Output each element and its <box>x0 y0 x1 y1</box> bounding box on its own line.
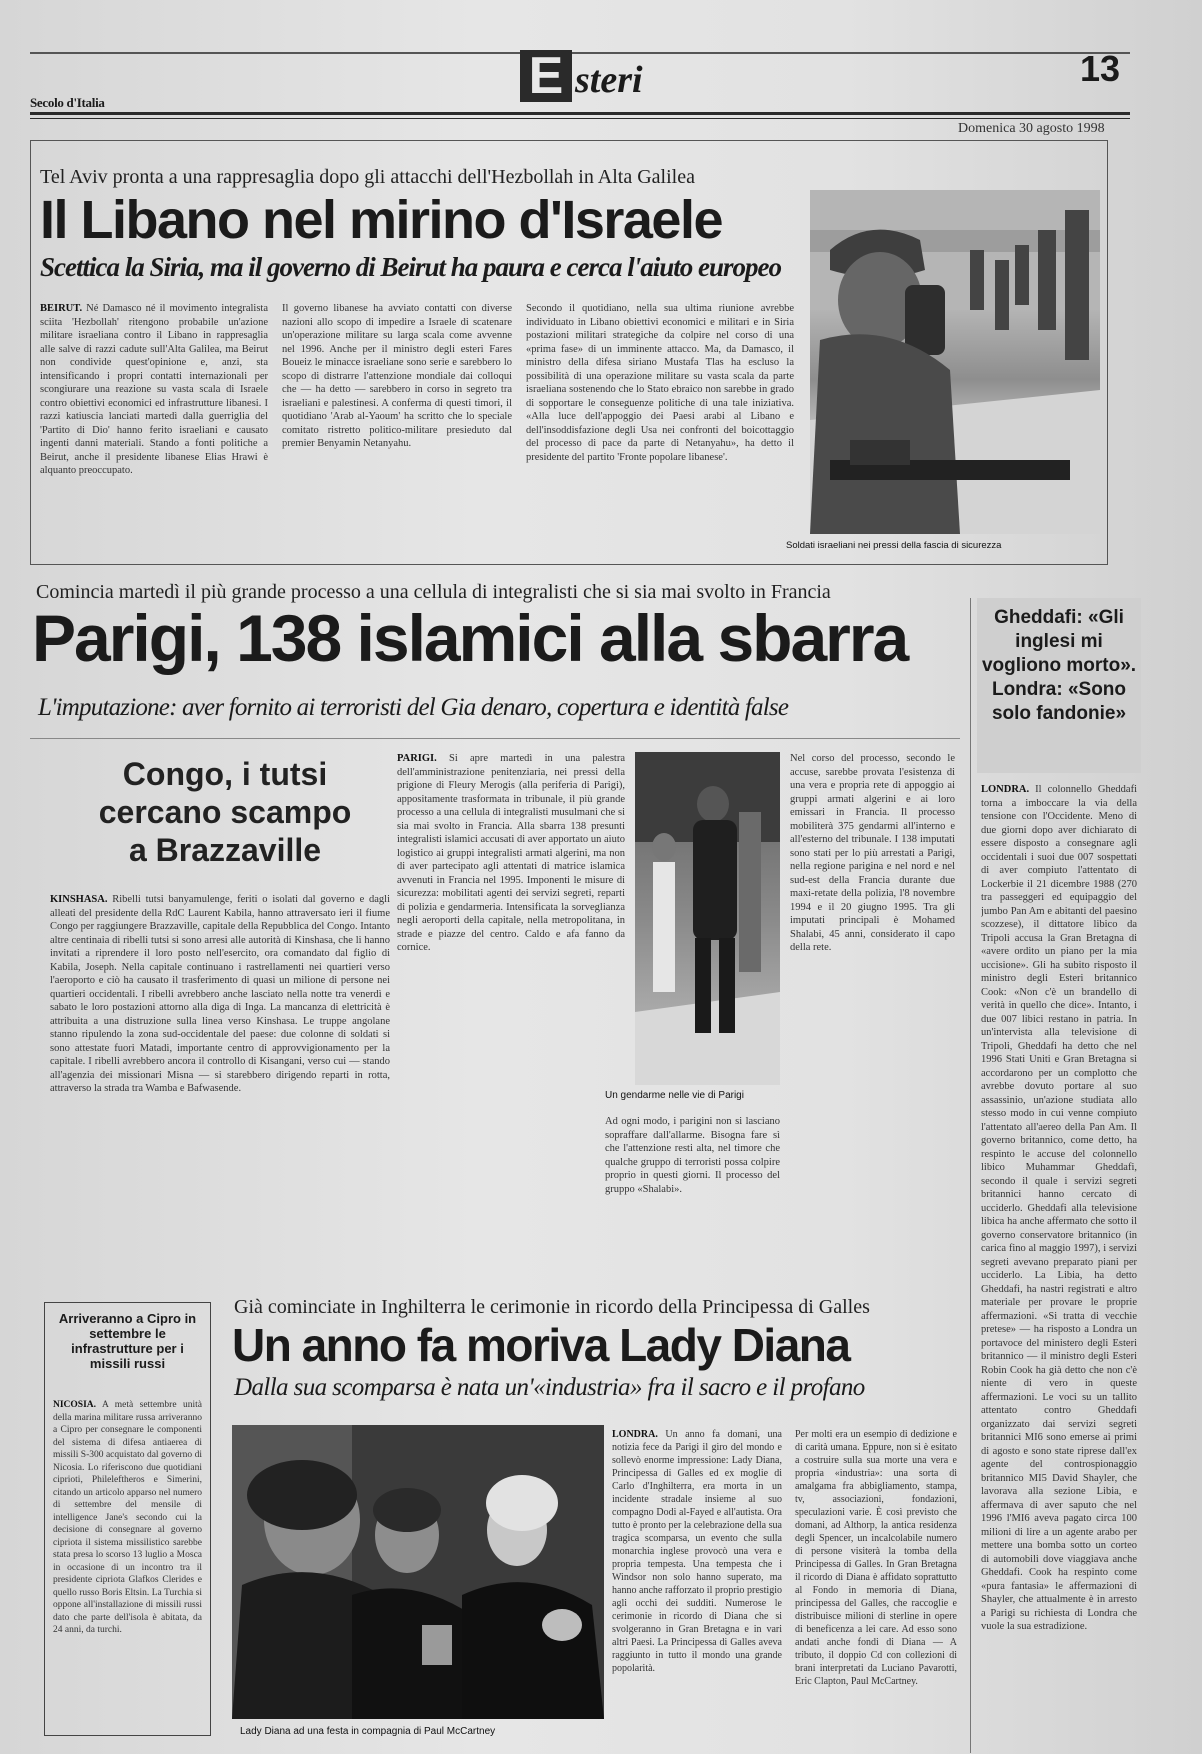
libano-subheadline: Scettica la Siria, ma il governo di Beirut ha paura e cerca l'aiuto europeo <box>40 252 782 282</box>
parigi-headline: Parigi, 138 islamici alla sbarra <box>32 601 908 675</box>
congo-headline-line-2: cercano scampo <box>98 794 352 830</box>
congo-dateline: KINSHASA. <box>50 894 108 905</box>
section-title: steri <box>575 59 643 101</box>
diana-photo-caption: Lady Diana ad una festa in compagnia di Paul McCartney <box>240 1726 496 1737</box>
diana-text-1: Un anno fa domani, una notizia fece da Parigi il giro del mondo e sollevò enorme impressione: Lady Diana, Principessa di Galles ed ex moglie di Carlo d'Inghilterra, era morta in un incidente stradale insieme al suo compagno Dodi al-Fayed e all'autista. Ora tutto è pronto per la celebrazione della sua tragica scomparsa, un evento che sulla monarchia inglese provocò una vera e propria tempesta. Una tempesta che i Windsor non solo hanno superato, ma hanno anche rafforzato il proprio prestigio agli occhi dei sudditi. Numerose le cerimonie in ricordo di Diana che si svolgeranno in Gran Bretagna e in vari altri Paesi. La Principessa di Galles aveva raggiunto in tutto il mondo una grande popolarità. <box>612 1429 782 1674</box>
gheddafi-body <box>981 783 1137 1748</box>
congo-headline <box>60 755 390 869</box>
parigi-photo <box>635 752 780 1085</box>
libano-text-1: Né Damasco né il movimento integralista sciita 'Hezbollah' ritengono probabile un'azione militare israeliana contro il Libano in rappresaglia alle salve di razzi cadute sull'Alta Galilea, ma Beirut non condivide quest'opinione e, anzi, sta intensificando i propri contatti internazionali per scongiurare una reazione su vasta scala di Israele contro obiettivi economici ed infrastrutture libanesi. I razzi katiuscia lanciati martedì dalla guerriglia del 'Partito di Dio' hanno ferito israeliani e causato ingenti danni materiali. Stando a fonti politiche a Beirut, anche il presidente libanese Elias Hrawi è alquanto preoccupato. <box>40 303 268 476</box>
congo-body <box>50 893 390 1255</box>
parigi-column-1 <box>397 752 625 1262</box>
cipro-box <box>44 1302 211 1736</box>
cipro-dateline: NICOSIA. <box>53 1400 97 1410</box>
gheddafi-text: Il colonnello Gheddafi torna a imboccare la via della tensione con l'Occidente. Meno di due giorni dopo aver dichiarato di essere disposto a consegnare agli occidentali i suoi due 007 sospettati di aver compiuto l'attentato di Lockerbie il 21 dicembre 1988 (270 tra passeggeri ed equipaggio del jumbo Pan Am e abitanti del paesino scozzese), il dittatore libico da Tripoli accusa la Gran Bretagna di «avere ordito un piano per la mia uccisione». Gli ha subito risposto il ministro degli Esteri britannico Cook: «Non c'è un brandello di verità in quello che dice». Intanto, i due 007 libici restano in patria. In un'intervista alla televisione di Tripoli, Gheddafi ha detto che nel 1996 Stati Uniti e Gran Bretagna si accordarono per un complotto che avrebbe dovuto portare al suo assassinio, un'azione studiata allo stesso modo in cui venne compiuto l'attentato all'aereo della Pan Am. Il governo britannico, come detto, ha respinto le accuse del colonnello libico Muhammar Gheddafi, secondo il quale i servizi segreti britannici hanno cercato di ucciderlo. Gheddafi alla televisione libica ha anche affermato che sotto il governo conservatore britannico (in carica fino al maggio 1997), i servizi segreti avevano preparato piani per ucciderlo. La Libia, ha detto Gheddafi, ha nastri registrati e altro materiale per provare le proprie affermazioni. «Si tratta di vecchie pretese» — ha risposto a Londra un portavoce del ministero degli Esteri britannico — il ministro degli Esteri Robin Cook ha già detto che non c'è niente di vero in queste affermazioni. Le voci su un tallito attentato contro Gheddafi organizzato dai servizi segreti britannici MI6 sono emerse ai primi di agosto e sono state riprese dall'ex agente del controspionaggio britannico MI5 David Shayler, che lavorava alla sezione Libia, e affermava di aver saputo che nel 1996 l'MI6 aveva pagato circa 100 milioni di lire a un agente arabo per mettere una bomba sotto un corteo di automobili dove viaggiava anche Gheddafi. Cook ha respinto come «pura fantasia» le affermazioni di Shayler, che attualmente è in arresto a Parigi su richiesta di Londra che vuole la sua estradizione. <box>981 784 1137 1632</box>
gheddafi-sidebar <box>970 598 1151 1753</box>
diana-column-2: Per molti era un esempio di dedizione e di carità umana. Eppure, non si è esitato a costruire sulla sua morte una vera e propria «industria»: una sorta di amalgama fra abbigliamento, stampa, tv, associazioni, fondazioni, speculazioni varie. È così previsto che domani, ad Althorp, la antica residenza degli Spencer, un incalcolabile numero di persone visiterà la tomba della Principessa di Galles. In Gran Bretagna il ricordo di Diana è affidato soprattutto al Fondo in memoria di Diana, principessa del Galles, che raccoglie e distribuisce milioni di sterline in opere di beneficenza a lei care. Ad esso sono andati anche fondi di Diana — A tributo, il doppio Cd con collezioni di brani interpretati da Luciano Pavarotti, Eric Clapton, Paul McCartney. <box>795 1429 957 1687</box>
parigi-text-1: Si apre martedì in una palestra dell'amministrazione penitenziaria, nei pressi della prigione di Fleury Merogis (alla periferia di Parigi), appositamente trasformata in tribunale, il più grande processo a una cellula di integralisti musulmani che si sia mai svolto in Francia. Alla sbarra 138 presunti integralisti islamici accusati di aver apportato un aiuto logistico ai gruppi integralisti armati algerini, ma non di aver partecipato agli attentati di matrice islamica avvenuti in Francia nel 1995. Imponenti le misure di sicurezza: mobilitati agenti dei servizi segreti, reparti di polizia e gendarmeria. Intensificata la sorveglianza negli aeroporti della capitale, nella metropolitana, in strade e piazze del centro. Caldo e afa fanno da cornice. <box>397 753 625 953</box>
libano-column-3: Secondo il quotidiano, nella sua ultima riunione avrebbe individuato in Libano obiettivi economici e militari e in Siria postazioni militari strategiche da colpire nel corso di una «prima fase» di un imminente attacco. Ma, da Damasco, il ministro della difesa siriano Mustafa Tlas ha escluso la possibilità di una operazione militare su vasta scala da parte israeliana sostenendo che lo Stato ebraico non sarebbe in grado di sopportare le conseguenze politiche di una tale iniziativa. «Alla luce dell'appoggio dei Paesi arabi al Libano e dell'insoddisfazione degli Usa nei confronti del boicottaggio del processo di pace da parte di Netanyahu», ha detto il presidente del partito 'Fronte popolare libanese'. <box>526 303 794 463</box>
gheddafi-headline: Gheddafi: «Gli inglesi mi vogliono morto». Londra: «Sono solo fandonie» <box>981 607 1137 724</box>
parigi-kicker: Comincia martedì il più grande processo a una cellula di integralisti che si sia mai svolto in Francia <box>36 581 831 603</box>
libano-kicker: Tel Aviv pronta a una rappresaglia dopo gli attacchi dell'Hezbollah in Alta Galilea <box>40 166 695 188</box>
parigi-column-3: Nel corso del processo, secondo le accuse, sarebbe provata l'esistenza di una vera e propria rete di appoggio ai gruppi armati algerini e ai loro emissari in Francia. Il processo mobiliterà 375 gendarmi all'interno e all'esterno del tribunale. I 138 imputati sono stati per lo più arrestati a Parigi, nella regione parigina e nel nord e nel sud-est della Francia durante due maxi-retate della polizia, l'8 novembre 1994 e il 20 giugno 1995. Tra gli imputati principali è Mohamed Shalabi, 45 anni, considerato il capo della rete. <box>790 753 955 953</box>
diana-column-1 <box>612 1428 782 1738</box>
diana-dateline: LONDRA. <box>612 1429 658 1440</box>
parigi-rule <box>30 738 960 739</box>
parigi-subheadline: L'imputazione: aver fornito ai terroristi del Gia denaro, copertura e identità false <box>38 694 789 721</box>
masthead-top-rule <box>30 52 1130 54</box>
issue-date: Domenica 30 agosto 1998 <box>958 121 1105 136</box>
diana-photo-icon <box>232 1425 604 1719</box>
masthead-rule <box>30 112 1130 115</box>
gheddafi-dateline: LONDRA. <box>981 784 1030 795</box>
libano-column-2: Il governo libanese ha avviato contatti con diverse nazioni allo scopo di impedire a Israele di scatenare un'operazione militare su larga scala come avvenne nel 1996. Anche per il ministro degli esteri Fares Boueiz le minacce israeliane sono serie e sarebbero lo scopo di distrarre l'attenzione mondiale dai colloqui che — ha detto — sarebbero in corso in segreto tra israeliani e palestinesi. A conferma di questi timori, il quotidiano 'Arab al-Yaoum' ha scritto che lo speciale comitato ristretto politico-militare presieduto dal premier Benyamin Netanyahu. <box>282 303 512 449</box>
diana-kicker: Già cominciate in Inghilterra le cerimonie in ricordo della Principessa di Galles <box>234 1296 870 1318</box>
section-initial: E <box>528 47 564 105</box>
diana-subheadline: Dalla sua scomparsa è nata un'«industria» fra il sacro e il profano <box>234 1374 865 1401</box>
libano-headline: Il Libano nel mirino d'Israele <box>40 190 722 250</box>
parigi-photo-caption: Un gendarme nelle vie di Parigi <box>605 1090 744 1101</box>
congo-text: Ribelli tutsi banyamulenge, feriti o isolati dal governo e dagli alleati del presidente della RdC Laurent Kabila, hanno attraversato ieri il fiume Congo per raggiungere Brazzaville, capitale della Repubblica del Congo. Intanto altre centinaia di ribelli tutsi si sono arresi alle autorità di Kinshasa, che li hanno invitati a riprendere il loro posto nell'esercito, ora comandato dal figlio di Kabila, Joseph. Nella capitale continuano i rastrellamenti nei quartieri verso l'aeroporto e ciò ha causato il trasferimento di quasi un milione di persone nei quartieri occidentali. I ribelli avrebbero anche lasciato nella notte tra venerdì e sabato le loro postazioni attorno alla diga di Inga. La mancanza di elettricità è attribuita a una distruzione sulla linea verso Kinshasa. Le truppe angolane stanno ripulendo la zona sud-occidentale del paese: due colonne di soldati si sono attestate fuori Matadi, importante centro di approvvigionamento per la capitale. I ribelli avrebbero ancora il controllo di Kisangani, verso cui — stando all'agenzia dei missionari Misna — si starebbero dirigendo reparti in rotta, attraverso la strada tra Wamba e Bafwasende. <box>50 894 390 1094</box>
cipro-headline: Arriveranno a Cipro in settembre le infrastrutture per i missili russi <box>58 1311 197 1371</box>
soldiers-photo-icon <box>810 190 1100 534</box>
libano-photo <box>810 190 1100 534</box>
parigi-column-2: Ad ogni modo, i parigini non si lasciano sopraffare dall'allarme. Bisogna fare sì che l'attenzione resti alta, nel timore che qualche gruppo di terroristi possa colpire proprio in questi giorni. Il processo del gruppo «Shalabi». <box>605 1116 780 1195</box>
gendarme-photo-icon <box>635 752 780 1085</box>
paper-name: Secolo d'Italia <box>30 95 105 110</box>
congo-headline-line-3: a Brazzaville <box>128 832 322 868</box>
cipro-text: A metà settembre unità della marina militare russa arriveranno a Cipro per consegnare le componenti del sistema di difesa antiaerea di missili S-300 acquistato dal governo di Nicosia. Lo riferiscono due quotidiani ciprioti, Phileleftheros e Simerini, citando un articolo apparso nel numero di settembre del mensile di intelligence Jane's secondo cui la decisione di consegnare al governo cipriota il sistema missilistico sarebbe stata presa lo scorso 13 luglio a Mosca in occasione di un incontro tra il presidente cipriota Glafkos Clerides e quello russo Boris Eltsin. La Turchia si oppone all'installazione di missili russi dato che parte dell'isola è abitata, da 24 anni, da turchi. <box>53 1400 202 1635</box>
masthead-rule-thin <box>30 118 1130 119</box>
page-number: 13 <box>1080 48 1121 89</box>
section-initial-block <box>520 47 572 105</box>
libano-photo-caption: Soldati israeliani nei pressi della fascia di sicurezza <box>786 540 1002 551</box>
parigi-dateline: PARIGI. <box>397 753 437 764</box>
cipro-body <box>53 1399 202 1729</box>
libano-dateline: BEIRUT. <box>40 303 83 314</box>
congo-headline-line-1: Congo, i tutsi <box>122 756 328 792</box>
diana-headline: Un anno fa moriva Lady Diana <box>232 1319 850 1371</box>
diana-photo <box>232 1425 604 1719</box>
libano-column-1 <box>40 302 268 552</box>
